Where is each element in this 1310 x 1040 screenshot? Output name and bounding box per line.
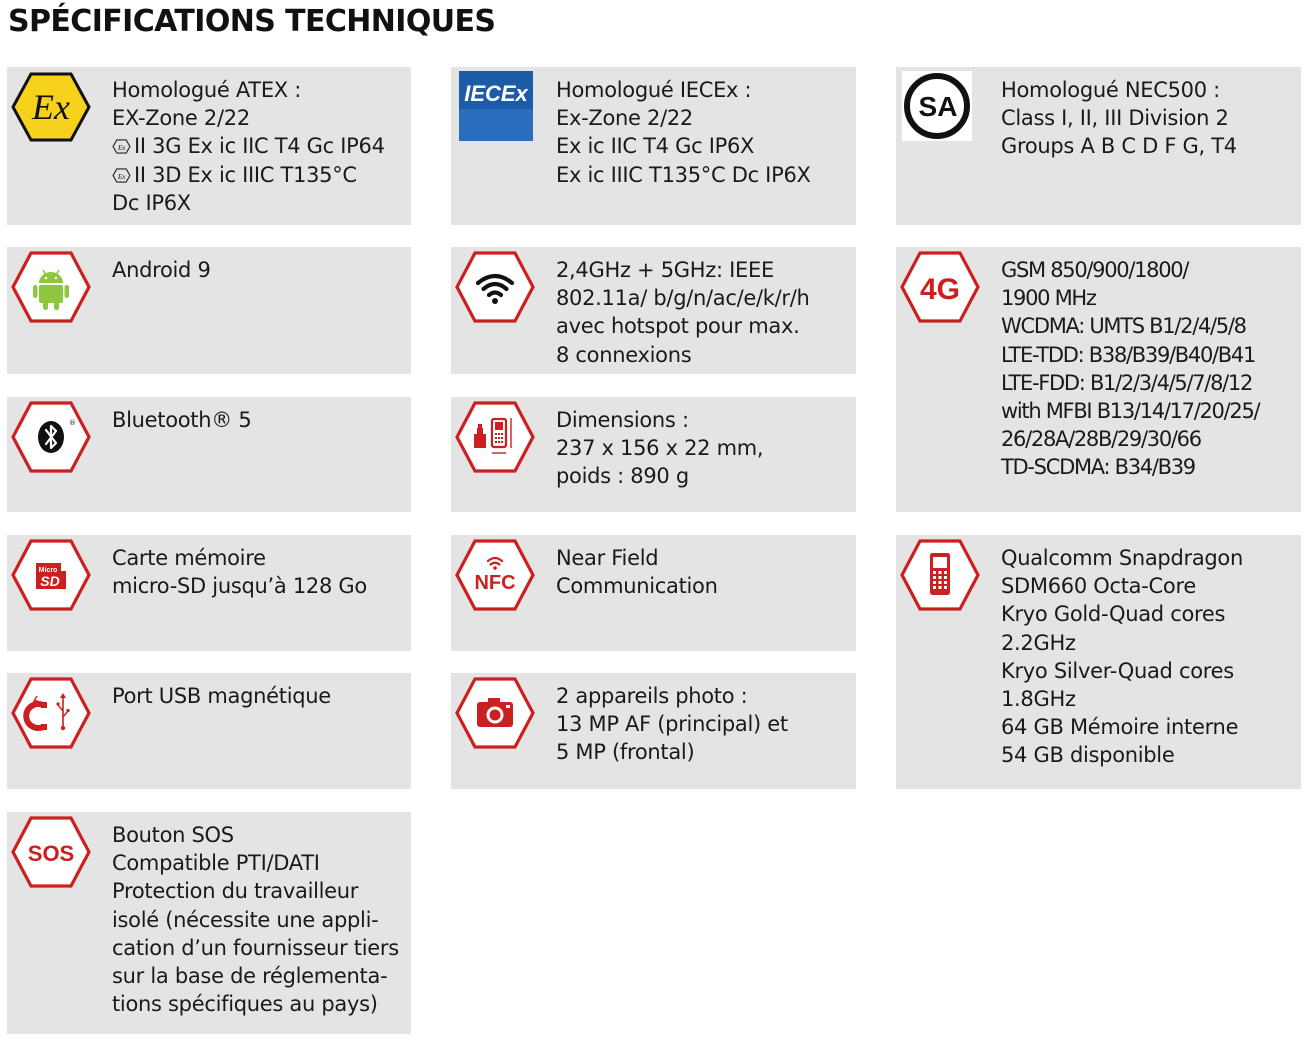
network-line-1: GSM 850/900/1800/ (1001, 258, 1189, 282)
cpu-line-3: Kryo Gold-Quad cores (1001, 602, 1226, 627)
card-camera-text (556, 682, 852, 767)
card-usb (7, 673, 411, 789)
iecex-logo-icon (459, 71, 533, 141)
wifi-line-4: 8 connexions (556, 342, 692, 367)
network-line-7: 26/28A/28B/29/30/66 (1001, 427, 1201, 452)
card-nec (896, 67, 1301, 225)
iecex-line-3: Ex ic IIC T4 Gc IP6X (556, 134, 755, 159)
dimensions-scale-icon (455, 401, 535, 473)
nfc-icon-text: NFC (474, 572, 516, 594)
atex-line-4: Ex II 3D Ex ic IIIC T135°C (112, 161, 407, 189)
card-bluetooth (7, 397, 411, 512)
atex-line-1: Homologué ATEX : (112, 78, 302, 102)
card-network-text (1001, 256, 1297, 482)
sos-line-3: Protection du travailleur (112, 879, 359, 904)
camera-line-1: 2 appareils photo : (556, 684, 748, 708)
camera-line-3: 5 MP (frontal) (556, 740, 695, 765)
ex-hexagon-mark-icon (112, 168, 131, 183)
svg-text:®: ® (69, 419, 76, 427)
sos-icon (11, 816, 91, 888)
nfc-line-1: Near Field (556, 546, 659, 570)
network-line-6: with MFBI B13/14/17/20/25/ (1001, 399, 1260, 424)
dimensions-line-1: Dimensions : (556, 408, 689, 432)
sos-line-7: tions spécifiques au pays) (112, 992, 378, 1017)
card-nfc (451, 535, 856, 651)
android-line-1: Android 9 (112, 258, 211, 282)
iecex-line-1: Homologué IECEx : (556, 78, 752, 102)
cpu-line-2: SDM660 Octa-Core (1001, 574, 1196, 599)
card-bluetooth-text (112, 406, 407, 434)
iecex-logo-text: IECEx (464, 81, 528, 106)
cpu-line-1: Qualcomm Snapdragon (1001, 546, 1243, 570)
atex-line-3: Ex II 3G Ex ic IIC T4 Gc IP64 (112, 132, 407, 160)
card-nfc-text (556, 544, 852, 600)
card-sos (7, 812, 411, 1034)
4g-icon-text: 4G (919, 273, 961, 306)
bluetooth-icon (11, 401, 91, 473)
atex-line-2: EX-Zone 2/22 (112, 106, 250, 131)
microsd-icon (11, 539, 91, 611)
atex-ex-icon (11, 71, 91, 143)
ex-hexagon-mark-icon (112, 139, 131, 154)
card-memory (7, 535, 411, 651)
nfc-line-2: Communication (556, 574, 718, 599)
4g-icon (900, 251, 980, 323)
android-icon (11, 251, 91, 323)
network-line-3: WCDMA: UMTS B1/2/4/5/8 (1001, 314, 1246, 339)
phone-icon (900, 539, 980, 611)
cpu-line-4: 2.2GHz (1001, 630, 1076, 655)
card-wifi-text (556, 256, 852, 369)
nec-line-3: Groups A B C D F G, T4 (1001, 134, 1237, 159)
sos-line-6: sur la base de réglementa- (112, 964, 388, 989)
camera-line-2: 13 MP AF (principal) et (556, 712, 788, 737)
microsd-icon-text: SD (40, 573, 60, 589)
csa-logo-icon (902, 71, 972, 141)
cpu-line-8: 54 GB disponible (1001, 743, 1175, 768)
nec-line-1: Homologué NEC500 : (1001, 78, 1220, 102)
card-android-text (112, 256, 407, 284)
usb-line-1: Port USB magnétique (112, 684, 331, 708)
page-title: SPÉCIFICATIONS TECHNIQUES (8, 4, 496, 39)
iecex-line-4: Ex ic IIIC T135°C Dc IP6X (556, 162, 811, 187)
network-line-5: LTE-FDD: B1/2/3/4/5/7/8/12 (1001, 370, 1253, 395)
bluetooth-line-1: Bluetooth® 5 (112, 408, 252, 432)
network-line-2: 1900 MHz (1001, 286, 1096, 311)
card-nec-text (1001, 76, 1297, 161)
sos-line-5: cation d’un fournisseur tiers (112, 935, 399, 960)
card-cpu-text (1001, 544, 1297, 770)
iecex-line-2: Ex-Zone 2/22 (556, 106, 693, 131)
csa-logo-text: SA (918, 91, 958, 122)
cpu-line-7: 64 GB Mémoire interne (1001, 715, 1239, 740)
atex-ex-icon-text: Ex (32, 87, 70, 127)
atex-line-5: Dc IP6X (112, 190, 191, 215)
wifi-icon (455, 251, 535, 323)
network-line-8: TD-SCDMA: B34/B39 (1001, 455, 1195, 480)
memory-line-2: micro-SD jusqu’à 128 Go (112, 574, 367, 599)
sos-line-1: Bouton SOS (112, 823, 234, 847)
card-network (896, 247, 1301, 512)
cpu-line-6: 1.8GHz (1001, 687, 1076, 712)
svg-text:Ex: Ex (117, 171, 126, 181)
card-iecex-text (556, 76, 852, 189)
camera-icon (455, 677, 535, 749)
card-cpu (896, 535, 1301, 789)
memory-line-1: Carte mémoire (112, 546, 266, 570)
card-memory-text (112, 544, 407, 600)
card-dimensions (451, 397, 856, 512)
microsd-icon-text-top: Micro (38, 567, 58, 574)
card-atex-text (112, 76, 407, 217)
sos-icon-text: SOS (27, 841, 75, 866)
network-line-4: LTE-TDD: B38/B39/B40/B41 (1001, 342, 1256, 367)
card-usb-text (112, 682, 407, 710)
card-wifi (451, 247, 856, 374)
wifi-line-2: 802.11a/ b/g/n/ac/e/k/r/h (556, 286, 810, 311)
cpu-line-5: Kryo Silver-Quad cores (1001, 658, 1234, 683)
nfc-icon (455, 539, 535, 611)
card-iecex (451, 67, 856, 225)
card-dimensions-text (556, 406, 852, 491)
svg-text:Ex: Ex (117, 143, 126, 153)
card-atex (7, 67, 411, 225)
sos-line-4: isolé (nécessite une appli- (112, 907, 379, 932)
dimensions-line-2: 237 x 156 x 22 mm, (556, 436, 764, 461)
card-android (7, 247, 411, 374)
card-sos-text (112, 821, 407, 1018)
dimensions-line-3: poids : 890 g (556, 464, 689, 489)
nec-line-2: Class I, II, III Division 2 (1001, 106, 1229, 131)
magnetic-usb-icon (11, 677, 91, 749)
card-camera (451, 673, 856, 789)
sos-line-2: Compatible PTI/DATI (112, 851, 320, 876)
wifi-line-3: avec hotspot pour max. (556, 314, 800, 339)
wifi-line-1: 2,4GHz + 5GHz: IEEE (556, 258, 774, 282)
